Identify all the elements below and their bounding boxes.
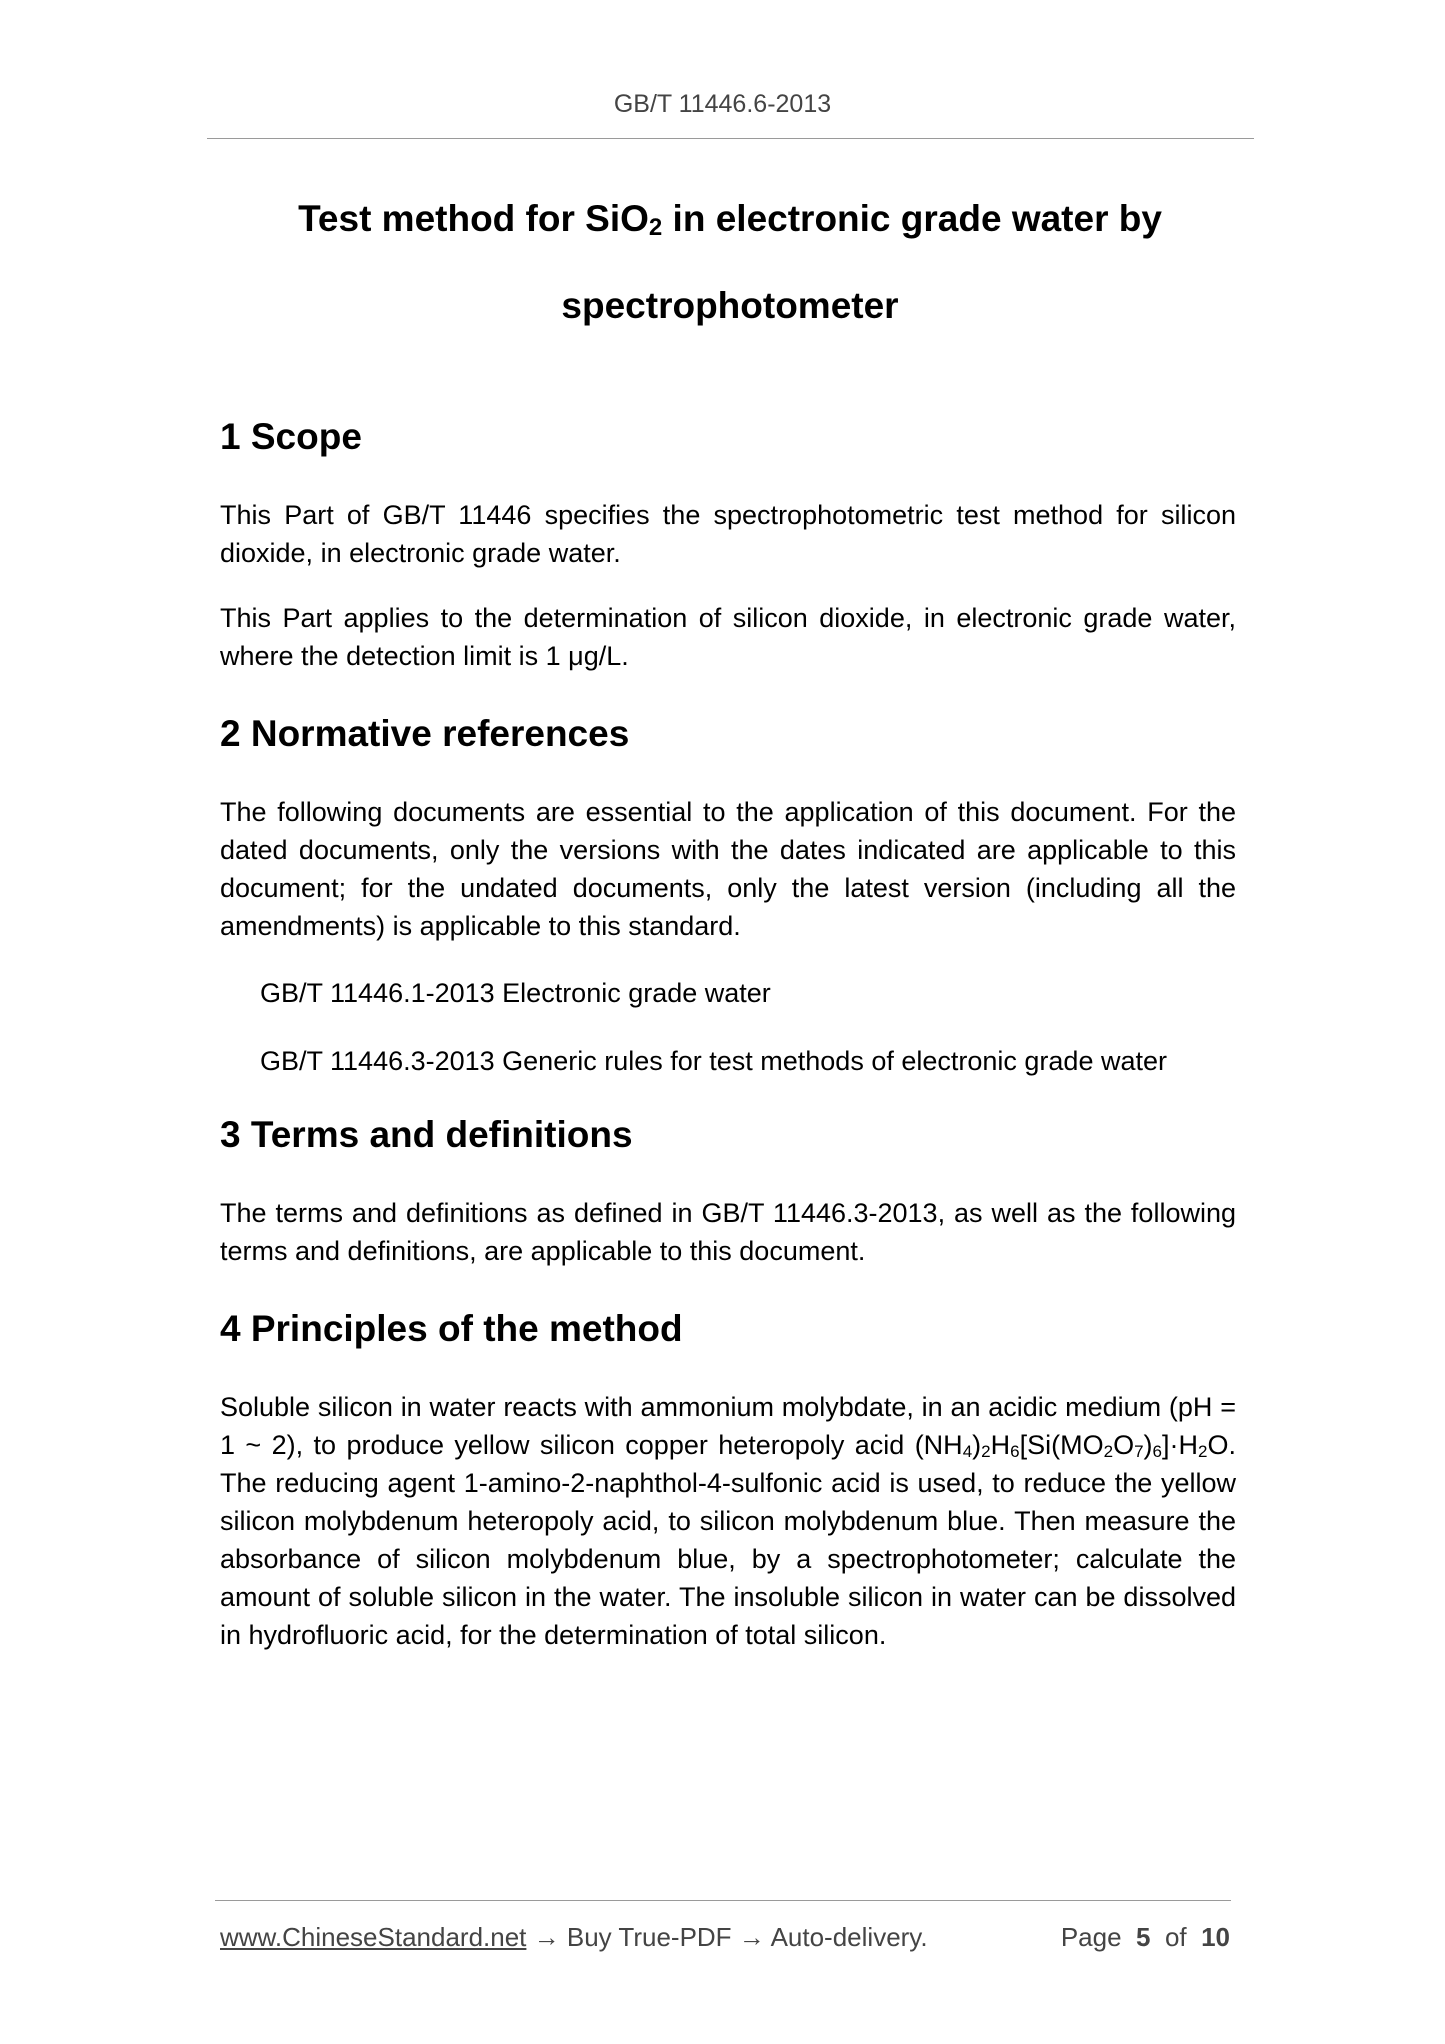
formula-subscript: 2 bbox=[1198, 1442, 1208, 1461]
footer-promo-text: → Buy True-PDF → Auto-delivery. bbox=[526, 1922, 928, 1952]
header-divider bbox=[207, 138, 1254, 139]
document-body bbox=[220, 400, 1236, 1654]
page-footer bbox=[220, 1922, 1230, 1953]
section-heading-normative-references: 2 Normative references bbox=[220, 713, 630, 754]
principles-paragraph bbox=[220, 1388, 1236, 1654]
terms-paragraph: The terms and definitions as defined in GB/T 11446.3-2013, as well as the following terms and definitions, are applicable to this document. bbox=[220, 1198, 1236, 1266]
website-link[interactable]: www.ChineseStandard.net bbox=[220, 1922, 527, 1952]
title-line-2: spectrophotometer bbox=[561, 285, 899, 326]
section-heading-principles: 4 Principles of the method bbox=[220, 1308, 683, 1349]
of-label: of bbox=[1164, 1922, 1187, 1952]
section-heading-terms: 3 Terms and definitions bbox=[220, 1114, 633, 1155]
principles-text: O. The reducing agent 1-amino-2-naphthol-4-sulfonic acid is used, to reduce the yellow silicon molybdenum heteropoly acid, to silicon molybdenum blue. Then measure the absorbance of silicon molybdenum blue, by a spectrophotometer; calculate the amount of soluble silicon in the water. The insoluble silicon in water can be dissolved in hydrofluoric acid, for the determination of total silicon. bbox=[220, 1430, 1236, 1650]
current-page-number: 5 bbox=[1136, 1922, 1151, 1952]
title-prefix: Test method for SiO bbox=[298, 198, 649, 239]
formula-subscript: 6 bbox=[1152, 1442, 1163, 1461]
formula-subscript: 4 bbox=[962, 1442, 973, 1461]
principles-text: ) bbox=[972, 1430, 982, 1460]
scope-paragraph-1: This Part of GB/T 11446 specifies the spectrophotometric test method for silicon dioxide, in electronic grade water. bbox=[220, 500, 1236, 568]
normative-paragraph: The following documents are essential to the application of this document. For the dated documents, only the versions with the dates indicated are applicable to this document; for the undated documents, only the latest version (including all the amendments) is applicable to this standard. bbox=[220, 797, 1236, 941]
principles-text: O bbox=[1113, 1430, 1135, 1460]
total-pages-number: 10 bbox=[1201, 1922, 1230, 1952]
footer-divider bbox=[215, 1900, 1231, 1901]
principles-text: H bbox=[990, 1430, 1011, 1460]
reference-item: GB/T 11446.3-2013 Generic rules for test methods of electronic grade water bbox=[260, 1046, 1167, 1076]
reference-item: GB/T 11446.1-2013 Electronic grade water bbox=[260, 978, 771, 1008]
title-suffix: in electronic grade water by bbox=[662, 198, 1162, 239]
document-title bbox=[230, 180, 1230, 345]
formula-subscript: 7 bbox=[1134, 1442, 1144, 1461]
running-header: GB/T 11446.6-2013 bbox=[613, 90, 832, 118]
formula-subscript: 6 bbox=[1010, 1442, 1020, 1461]
section-heading-scope: 1 Scope bbox=[220, 416, 362, 457]
principles-text: ]·H bbox=[1162, 1430, 1199, 1460]
title-subscript: 2 bbox=[648, 214, 663, 241]
page-indicator bbox=[1061, 1922, 1230, 1953]
scope-paragraph-2: This Part applies to the determination of silicon dioxide, in electronic grade water, where the detection limit is 1 μg/L. bbox=[220, 603, 1236, 671]
principles-text: ) bbox=[1143, 1430, 1153, 1460]
page-label: Page bbox=[1060, 1922, 1122, 1952]
principles-text: [Si(MO bbox=[1019, 1430, 1104, 1460]
principles-text: Soluble silicon in water reacts with ammonium molybdate, in an acidic medium (pH = 1 ~ 2), to produce yellow silicon copper heteropoly acid (NH bbox=[220, 1392, 1236, 1460]
formula-subscript: 2 bbox=[1103, 1442, 1114, 1461]
formula-subscript: 2 bbox=[981, 1442, 991, 1461]
